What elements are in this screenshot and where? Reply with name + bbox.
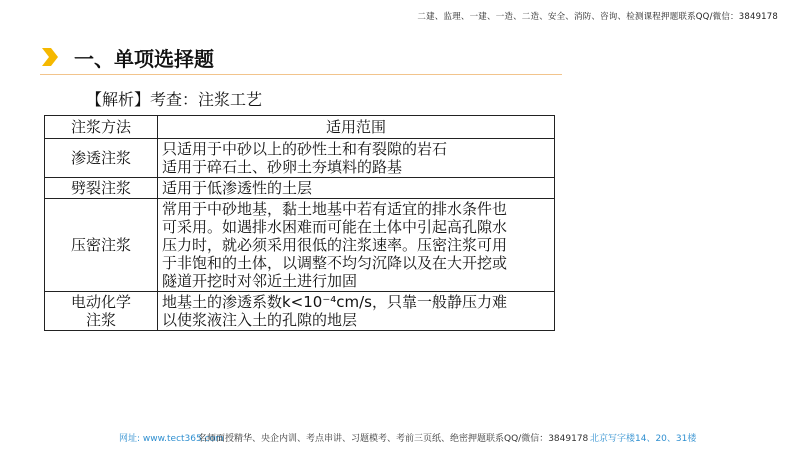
scope-line: 可采用。如遇排水困难而可能在土体中引起高孔隙水 [162, 218, 508, 236]
method-line: 渗透注浆 [70, 149, 131, 167]
scope-line: 适用于碎石土、砂卵土夯填料的路基 [162, 158, 403, 176]
footer-address-text: 北京写字楼14、20、31楼 [590, 434, 697, 444]
scope-line: 常用于中砂地基，黏土地基中若有适宜的排水条件也 [162, 200, 508, 218]
analysis-heading: 【解析】考查：注浆工艺 [86, 90, 263, 109]
section-title: 一、单项选择题 [74, 47, 214, 71]
scope-line: 隧道开挖时对邻近土进行加固 [162, 272, 358, 290]
scope-line: 以使浆液注入土的孔隙的地层 [162, 311, 358, 329]
scope-cell [158, 199, 555, 292]
scope-line: 只适用于中砂以上的砂性土和有裂隙的岩石 [162, 140, 448, 158]
scope-line: 压力时，就必须采用很低的注浆速率。压密注浆可用 [162, 236, 508, 254]
method-cell [45, 178, 158, 199]
method-cell [45, 292, 158, 331]
column-header-scope: 适用范围 [158, 116, 555, 139]
table-row [45, 292, 555, 331]
method-line: 电动化学 [70, 293, 131, 311]
method-cell [45, 199, 158, 292]
chevron-right-icon [40, 47, 60, 67]
table-row [45, 178, 555, 199]
table-header-row [45, 116, 555, 139]
grouting-methods-table [44, 115, 555, 331]
scope-cell [158, 139, 555, 178]
table-row [45, 199, 555, 292]
scope-line: 适用于低渗透性的土层 [162, 179, 313, 197]
scope-cell [158, 178, 555, 199]
method-line: 注浆 [85, 311, 116, 329]
title-divider [40, 74, 562, 75]
table-row [45, 139, 555, 178]
footer-website-link[interactable]: 网址: www.tect365.com [119, 434, 224, 444]
method-line: 劈裂注浆 [70, 179, 131, 197]
scope-line: 于非饱和的土体，以调整不均匀沉降以及在大开挖或 [162, 254, 508, 272]
top-contact-banner: 二建、监理、一建、一造、二造、安全、消防、咨询、检测课程押题联系QQ/微信：3849178 [417, 12, 778, 22]
method-line: 压密注浆 [70, 236, 131, 254]
scope-cell [158, 292, 555, 331]
scope-line: 地基土的渗透系数k<10⁻⁴cm/s，只靠一般静压力难 [162, 293, 508, 311]
column-header-method: 注浆方法 [45, 116, 158, 139]
footer-promo-text: 名师面授精华、央企内训、考点串讲、习题模考、考前三页纸、绝密押题联系QQ/微信：3849178 [198, 434, 589, 444]
method-cell [45, 139, 158, 178]
